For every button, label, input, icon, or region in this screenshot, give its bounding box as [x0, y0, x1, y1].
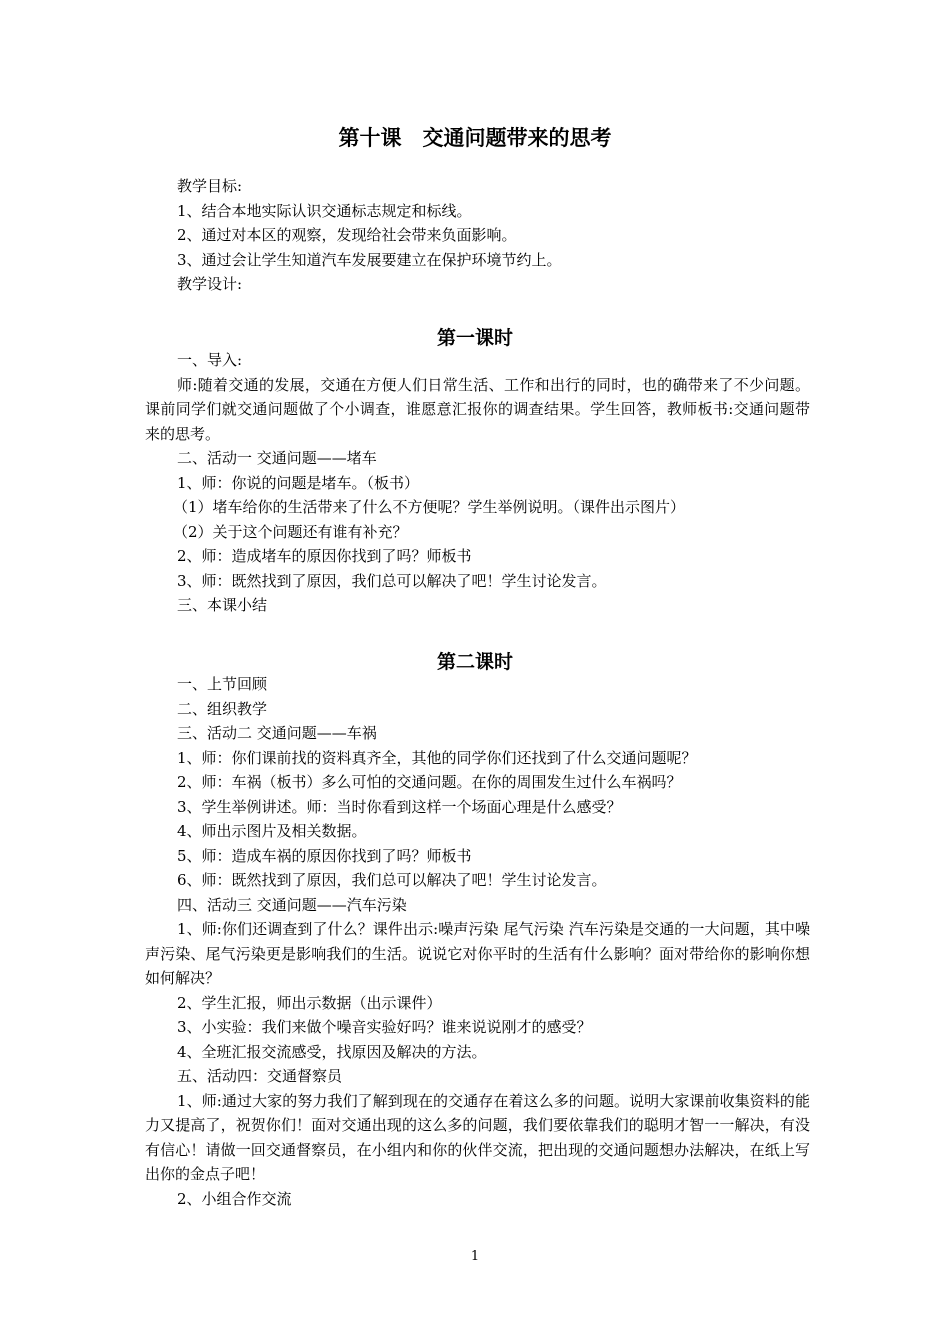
text-line: 3、小实验：我们来做个噪音实验好吗？谁来说说刚才的感受？	[177, 1018, 592, 1036]
text-line: 一、上节回顾	[177, 675, 268, 693]
section-2-body	[145, 672, 810, 1211]
intro-block	[145, 174, 810, 297]
text-line: （1）堵车给你的生活带来了什么不方便呢？学生举例说明。（课件出示图片）	[173, 498, 686, 516]
goal-item: 2、通过对本区的观察，发现给社会带来负面影响。	[177, 226, 517, 244]
section-1-body	[145, 348, 810, 618]
page-title: 第十课 交通问题带来的思考	[338, 126, 612, 150]
text-line: 4、师出示图片及相关数据。	[177, 822, 367, 840]
section-title-1: 第一课时	[436, 327, 513, 349]
text-paragraph: 1、师:通过大家的努力我们了解到现在的交通存在着这么多的问题。说明大家课前收集资料的能力又提高了，祝贺你们！面对交通出现的这么多的问题，我们要依靠我们的聪明才智一一解决，有没有信心！请做一回交通督察员，在小组内和你的伙伴交流，把出现的交通问题想办法解决，在纸上写出你的金点子吧！	[145, 1091, 810, 1183]
text-paragraph: 1、师:你们还调查到了什么？课件出示:噪声污染 尾气污染 汽车污染是交通的一大问题，其中噪声污染、尾气污染更是影响我们的生活。说说它对你平时的生活有什么影响？面对带给你的影响你想如何解决？	[145, 920, 810, 987]
text-line: 五、活动四：交通督察员	[177, 1067, 343, 1085]
text-line: 二、组织教学	[177, 699, 268, 718]
text-line: 1、师：你说的问题是堵车。（板书）	[177, 473, 420, 492]
text-line: 一、导入:	[177, 351, 243, 369]
intro-heading: 教学目标:	[177, 177, 243, 195]
text-line: 2、师：车祸（板书）多么可怕的交通问题。在你的周围发生过什么车祸吗？	[177, 773, 682, 791]
text-line: 6、师：既然找到了原因，我们总可以解决了吧！学生讨论发言。	[177, 871, 607, 889]
text-line: 2、学生汇报，师出示数据（出示课件）	[177, 993, 442, 1012]
text-line: 3、师：既然找到了原因，我们总可以解决了吧！学生讨论发言。	[177, 571, 607, 590]
text-line: 5、师：造成车祸的原因你找到了吗？师板书	[177, 846, 472, 865]
goal-item: 1、结合本地实际认识交通标志规定和标线。	[177, 201, 472, 220]
section-title-2: 第二课时	[436, 651, 513, 673]
text-line: 4、全班汇报交流感受，找原因及解决的方法。	[177, 1042, 487, 1061]
page-number: 1	[470, 1249, 480, 1264]
goal-item: 3、通过会让学生知道汽车发展要建立在保护环境节约上。	[177, 250, 562, 269]
text-paragraph: 师:随着交通的发展，交通在方便人们日常生活、工作和出行的同时，也的确带来了不少问题。课前同学们就交通问题做了个小调查，谁愿意汇报你的调查结果。学生回答，教师板书:交通问题带来的思考。	[145, 375, 810, 443]
text-line: （2）关于这个问题还有谁有补充？	[173, 522, 408, 541]
text-line: 二、活动一 交通问题——堵车	[177, 449, 377, 467]
text-line: 三、本课小结	[177, 596, 268, 614]
text-line: 四、活动三 交通问题——汽车污染	[177, 895, 407, 914]
text-line: 1、师：你们课前找的资料真齐全，其他的同学你们还找到了什么交通问题呢？	[177, 748, 697, 767]
text-line: 2、小组合作交流	[177, 1189, 292, 1208]
text-line: 2、师：造成堵车的原因你找到了吗？师板书	[177, 547, 472, 565]
design-heading: 教学设计:	[177, 275, 243, 293]
text-line: 3、学生举例讲述。师：当时你看到这样一个场面心理是什么感受？	[177, 797, 622, 816]
text-line: 三、活动二 交通问题——车祸	[177, 724, 377, 742]
